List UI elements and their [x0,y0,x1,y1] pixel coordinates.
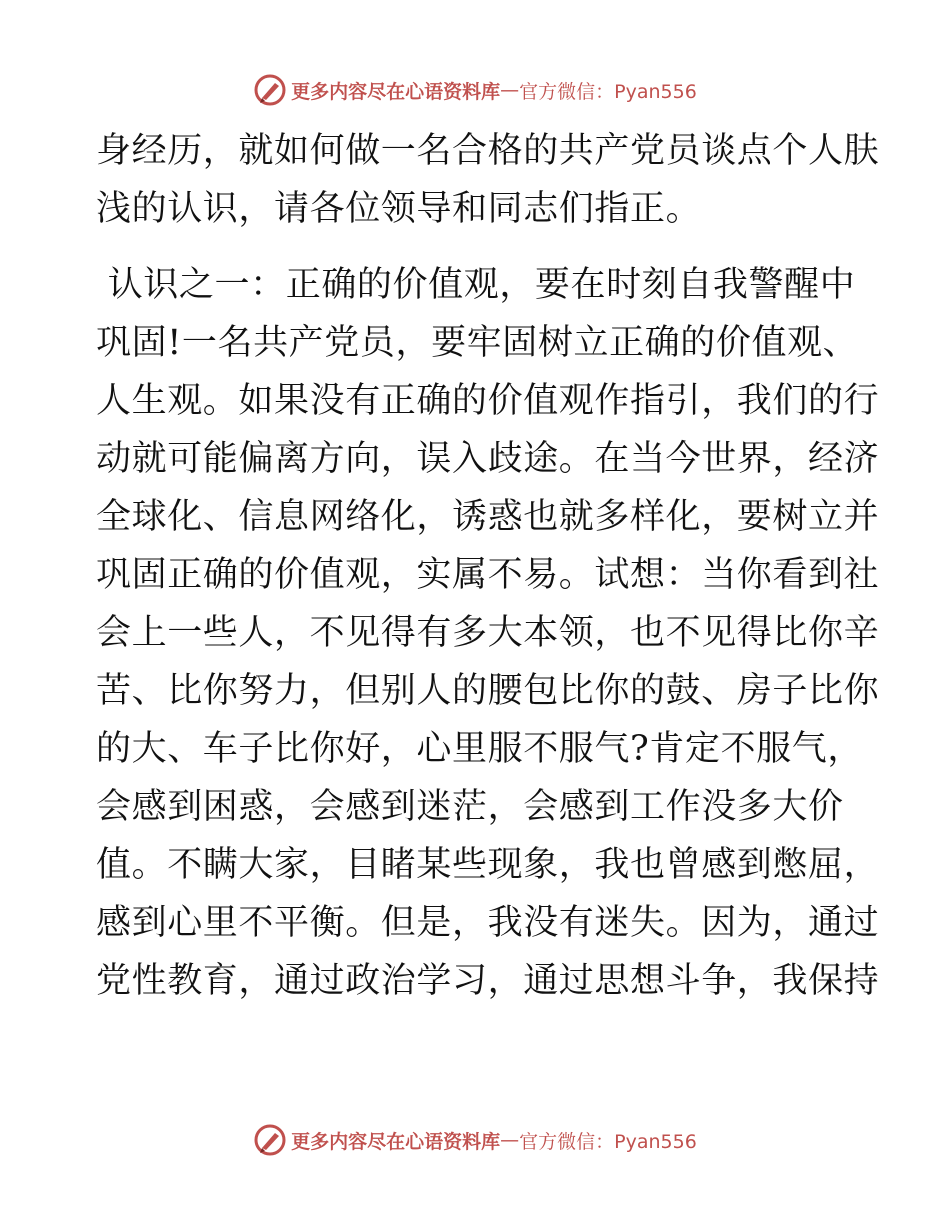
pen-logo-icon [253,73,287,107]
text-line: 浅的认识，请各位领导和同志们指正。 [96,189,702,229]
text-line: 巩固正确的价值观，实属不易。试想：当你看到社 [96,555,880,595]
text-line: 值。不瞒大家，目睹某些现象，我也曾感到憋屈， [96,845,880,885]
header-site-text: 更多内容尽在心语资料库 [291,80,501,103]
text-line: 党性教育，通过政治学习，通过思想斗争，我保持 [96,961,880,1001]
text-line: 感到心里不平衡。但是，我没有迷失。因为，通过 [96,903,880,943]
text-line: 苦、比你努力，但别人的腰包比你的鼓、房子比你 [96,671,880,711]
footer-separator: — [500,1129,520,1151]
text-line: 巩固!一名共产党员，要牢固树立正确的价值观、 [96,323,859,363]
document-body [96,122,880,1010]
paragraph [96,256,880,1010]
pen-logo-icon [253,1123,287,1157]
text-line: 全球化、信息网络化，诱惑也就多样化，要树立并 [96,497,880,537]
text-line: 会感到困惑，会感到迷茫，会感到工作没多大价 [96,787,844,827]
text-line: 的大、车子比你好，心里服不服气?肯定不服气， [96,729,863,769]
text-line: 认识之一：正确的价值观，要在时刻自我警醒中 [96,265,856,305]
footer-wechat-text: 官方微信：Pyan556 [519,1130,697,1153]
header-separator: — [500,79,520,101]
footer-banner [0,1120,950,1160]
text-line: 动就可能偏离方向，误入歧途。在当今世界，经济 [96,439,880,479]
header-wechat-text: 官方微信：Pyan556 [519,80,697,103]
text-line: 人生观。如果没有正确的价值观作指引，我们的行 [96,381,880,421]
text-line: 会上一些人，不见得有多大本领，也不见得比你辛 [96,613,880,653]
paragraph [96,122,880,238]
header-banner [0,70,950,110]
footer-site-text: 更多内容尽在心语资料库 [291,1130,501,1153]
text-line: 身经历，就如何做一名合格的共产党员谈点个人肤 [96,131,880,171]
